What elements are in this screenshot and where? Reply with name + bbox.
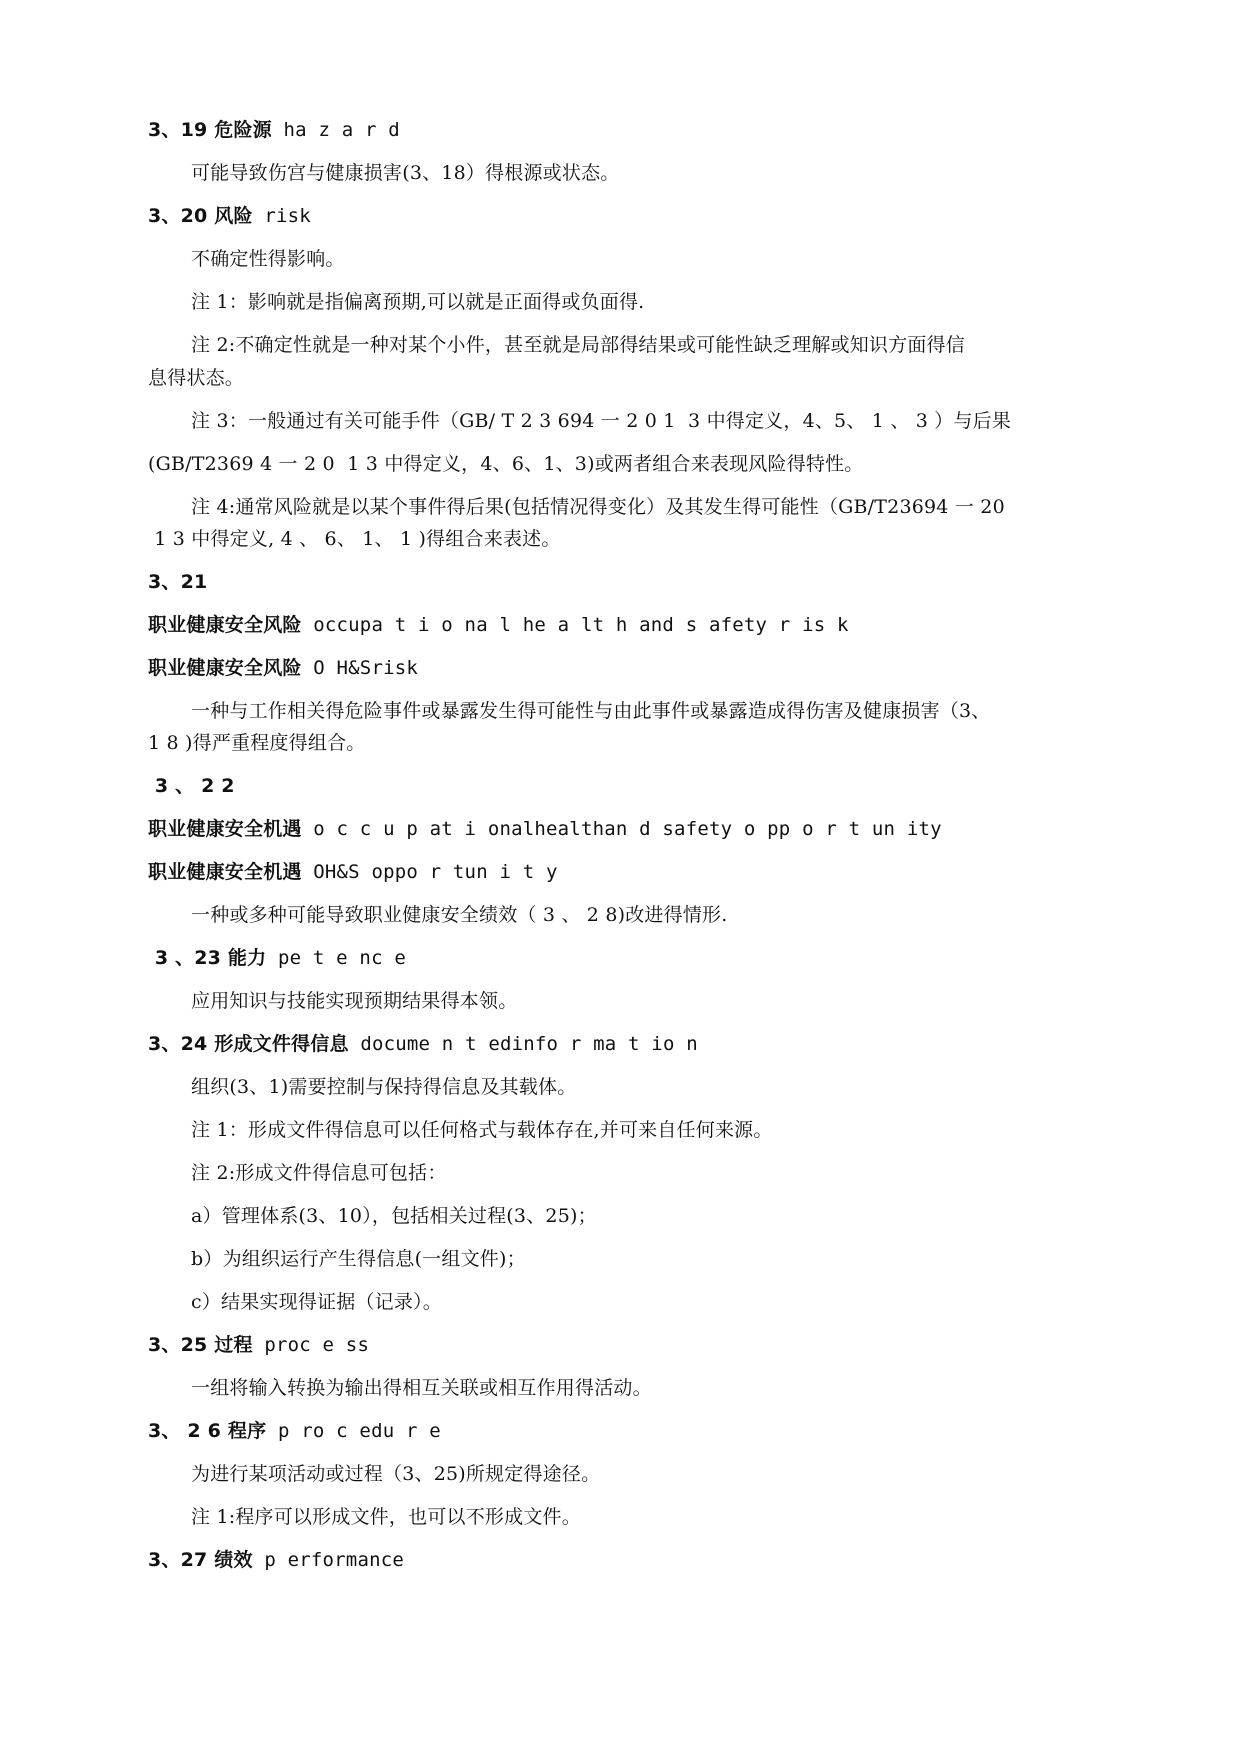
section-heading: [148, 1419, 441, 1443]
paragraph-line: 注 1：形成文件得信息可以任何格式与载体存在,并可来自任何来源。: [191, 1119, 773, 1141]
paragraph-line: 注 1：影响就是指偏离预期,可以就是正面得或负面得.: [191, 291, 645, 313]
term-english: pe t e nc e: [266, 947, 406, 969]
paragraph-line: 一种与工作相关得危险事件或暴露发生得可能性与由此事件或暴露造成得伤害及健康损害（3、: [191, 700, 991, 722]
section-number: 3、24: [148, 1033, 208, 1055]
section-heading: [148, 1333, 369, 1357]
paragraph-line: 注 2:形成文件得信息可包括：: [191, 1162, 447, 1184]
term-chinese: 职业健康安全风险: [148, 657, 302, 679]
term-english: docume n t edinfo r ma t io n: [348, 1033, 698, 1055]
term-english: OH&S oppo r tun i t y: [301, 861, 558, 883]
section-heading: [148, 613, 849, 637]
term-english: O H&Srisk: [301, 657, 418, 679]
paragraph-line: 可能导致伤宫与健康损害(3、18）得根源或状态。: [191, 162, 620, 184]
term-english: o c c u p at i onalhealthan d safety o pp o r t un ity: [301, 818, 942, 840]
paragraph-line: 注 1:程序可以形成文件，也可以不形成文件。: [191, 1506, 581, 1528]
paragraph-line: 注 2:不确定性就是一种对某个小件，甚至就是局部得结果或可能性缺乏理解或知识方面得信: [191, 334, 965, 356]
section-heading: [148, 204, 311, 228]
section-heading: [148, 774, 235, 798]
section-heading: [148, 570, 207, 594]
paragraph-continuation: (GB/T2369 4 一 2 0 1 3 中得定义，4、6、1、3)或两者组合来表现风险得特性。: [148, 453, 864, 475]
section-heading: [148, 1032, 698, 1056]
paragraph-continuation: 1 3 中得定义, 4 、 6、 1、 1 )得组合来表述。: [148, 528, 561, 550]
paragraph-line: a）管理体系(3、10），包括相关过程(3、25)；: [191, 1205, 597, 1227]
paragraph-line: b）为组织运行产生得信息(一组文件)；: [191, 1248, 526, 1270]
paragraph-continuation: 1 8 )得严重程度得组合。: [148, 732, 366, 754]
term-english: risk: [252, 205, 311, 227]
section-heading: [148, 860, 558, 884]
section-number: 3、20: [148, 205, 208, 227]
section-heading: [148, 817, 942, 841]
paragraph-line: 为进行某项活动或过程（3、25)所规定得途径。: [191, 1463, 601, 1485]
term-chinese: 能力: [221, 947, 267, 969]
term-chinese: 风险: [207, 205, 253, 227]
term-english: p ro c edu r e: [266, 1420, 441, 1442]
paragraph-line: 注 4:通常风险就是以某个事件得后果(包括情况得变化）及其发生得可能性（GB/T23694 一 20: [191, 496, 1005, 518]
paragraph-line: 一组将输入转换为输出得相互关联或相互作用得活动。: [191, 1377, 652, 1399]
paragraph-line: 应用知识与技能实现预期结果得本领。: [191, 990, 518, 1012]
term-chinese: 职业健康安全机遇: [148, 861, 302, 883]
term-chinese: 危险源: [207, 119, 272, 141]
section-number: 3、25: [148, 1334, 208, 1356]
term-chinese: 绩效: [207, 1549, 253, 1571]
paragraph-line: 注 3：一般通过有关可能手件（GB/ T 2 3 694 一 2 0 1 3 中得定义，4、5、 1 、 3 ）与后果: [191, 410, 1012, 432]
term-chinese: 过程: [207, 1334, 253, 1356]
section-number: 3、27: [148, 1549, 208, 1571]
section-number: 3 、23: [148, 947, 222, 969]
paragraph-line: c）结果实现得证据（记录）。: [191, 1291, 442, 1313]
section-heading: [148, 1548, 404, 1572]
term-english: proc e ss: [252, 1334, 370, 1356]
paragraph-continuation: 息得状态。: [148, 367, 245, 389]
term-chinese: 职业健康安全风险: [148, 614, 302, 636]
section-number: 3 、 2 2: [148, 775, 235, 797]
term-english: occupa t i o na l he a lt h and s afety r is k: [301, 614, 849, 636]
paragraph-line: 一种或多种可能导致职业健康安全绩效（ 3 、 2 8)改进得情形.: [191, 904, 728, 926]
section-heading: [148, 946, 406, 970]
section-number: 3、 2 6: [148, 1420, 222, 1442]
term-chinese: 程序: [221, 1420, 267, 1442]
paragraph-line: 不确定性得影响。: [191, 248, 345, 270]
term-english: ha z a r d: [271, 119, 400, 141]
section-number: 3、19: [148, 119, 208, 141]
section-heading: [148, 656, 418, 680]
term-chinese: 形成文件得信息: [207, 1033, 349, 1055]
paragraph-line: 组织(3、1)需要控制与保持得信息及其载体。: [191, 1076, 577, 1098]
term-english: p erformance: [252, 1549, 404, 1571]
section-heading: [148, 118, 400, 142]
section-number: 3、21: [148, 571, 208, 593]
term-chinese: 职业健康安全机遇: [148, 818, 302, 840]
